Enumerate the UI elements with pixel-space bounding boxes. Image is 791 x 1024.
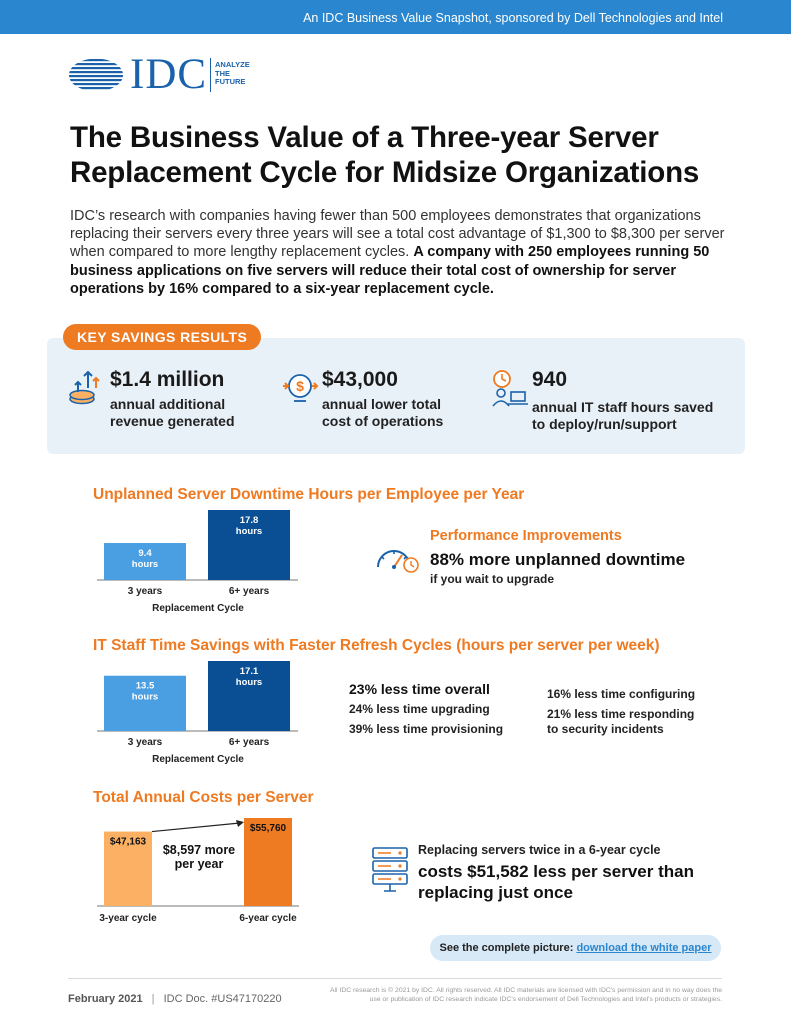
bar-unit-label: hours <box>131 559 159 571</box>
footer-divider <box>68 978 722 979</box>
stat-overall: 23% less time overall <box>349 681 490 697</box>
stat-responding: 21% less time responding <box>547 707 695 721</box>
staff-title: IT Staff Time Savings with Faster Refresh Cycles (hours per server per week) <box>93 637 660 654</box>
footer-date: February 2021 <box>68 993 143 1005</box>
speedometer-icon <box>374 541 420 573</box>
tick-label: 6+ years <box>228 586 270 597</box>
intro-highlight: A company with 250 employees running 50 business applications on five servers will reduce their total cost of ownership for server operations by 16% compared to a six-year replacement cycle. <box>70 244 710 297</box>
replacement-headline: costs $51,582 less per server than replacing just once <box>418 862 694 902</box>
bar-value-label: 13.5 <box>135 680 155 692</box>
white-paper-cta <box>430 935 721 961</box>
svg-text:$: $ <box>296 378 304 394</box>
key-savings-label: KEY SAVINGS RESULTS <box>63 324 261 350</box>
staff-chart <box>93 659 303 789</box>
logo-wordmark: IDC <box>130 51 208 98</box>
costs-title: Total Annual Costs per Server <box>93 789 314 806</box>
tick-label: 6+ years <box>228 737 270 748</box>
downtime-chart-svg <box>93 508 303 618</box>
difference-arrow-line <box>152 823 240 832</box>
x-axis-title: Replacement Cycle <box>152 754 244 765</box>
download-white-paper-link[interactable]: download the white paper <box>576 942 712 954</box>
cost-difference: $8,597 more per year <box>162 843 236 871</box>
bar-value-label: $47,163 <box>109 836 147 848</box>
performance-title: Performance Improvements <box>430 528 622 544</box>
bar-value-label: 9.4 <box>138 548 152 560</box>
bar-value-label: 17.1 <box>239 666 259 677</box>
kpi-cost-value: $43,000 <box>322 368 398 391</box>
performance-headline: 88% more unplanned downtime <box>430 550 686 569</box>
server-stack-icon <box>371 846 409 894</box>
footer-doc-number: IDC Doc. #US47170220 <box>163 993 282 1005</box>
replacement-note: Replacing servers twice in a 6-year cycle <box>418 843 661 857</box>
footer-legal: All IDC research is © 2021 by IDC. All rights reserved. All IDC materials are licensed with IDC's permission and in no way does the use or publication of IDC research indicate IDC's endorsement of Dell Technologies and Intel's products or strategies. <box>330 987 722 1003</box>
intro-paragraph <box>70 207 730 298</box>
tick-label: 3 years <box>127 586 163 597</box>
kpi-staff-desc: annual IT staff hours saved to deploy/run/support <box>532 399 714 432</box>
bar-unit-label: hours <box>235 677 263 688</box>
stat-upgrading: 24% less time upgrading <box>349 702 490 716</box>
footer-separator: | <box>151 993 155 1005</box>
tick-label: 3 years <box>127 737 163 748</box>
page-title: The Business Value of a Three-year Server Replacement Cycle for Midsize Organizations <box>70 121 700 189</box>
bar-unit-label: hours <box>235 526 263 537</box>
staff-time-icon <box>490 368 530 408</box>
x-axis-title: Replacement Cycle <box>152 603 244 614</box>
sponsor-banner: An IDC Business Value Snapshot, sponsored by Dell Technologies and Intel <box>0 0 791 34</box>
costs-chart <box>93 811 303 931</box>
performance-subtext: if you wait to upgrade <box>430 572 555 586</box>
footer-info <box>68 993 282 1005</box>
tick-label: 6-year cycle <box>239 913 297 924</box>
tick-label: 3-year cycle <box>99 913 157 924</box>
cost-reduction-icon <box>280 368 320 408</box>
logo-divider <box>210 58 211 92</box>
idc-logo <box>68 51 268 98</box>
revenue-growth-icon <box>68 368 108 408</box>
bar-value-label: 17.8 <box>239 515 259 526</box>
difference-arrow-head <box>236 820 244 827</box>
logo-tagline: ANALYZE THE FUTURE <box>215 60 250 86</box>
bar-value-label: $55,760 <box>249 823 287 834</box>
cta-prefix: See the complete picture: <box>439 942 574 954</box>
globe-icon <box>68 58 124 92</box>
stat-configuring: 16% less time configuring <box>547 687 696 701</box>
bar-unit-label: hours <box>131 691 159 703</box>
staff-chart-svg <box>93 659 303 769</box>
downtime-chart <box>93 508 303 638</box>
kpi-staff-value: 940 <box>532 368 568 391</box>
stat-provisioning: 39% less time provisioning <box>349 722 504 736</box>
kpi-revenue-desc: annual additional revenue generated <box>110 396 235 429</box>
stat-security: to security incidents <box>547 722 664 736</box>
intro-text: IDC’s research with companies having fewer than 500 employees demonstrates that organizations replacing their servers every three years will see a total cost advantage of $1,300 to $8,300 per server when compared to more lengthy replacement cycles. <box>70 208 725 261</box>
kpi-cost-desc: annual lower total cost of operations <box>322 396 444 429</box>
downtime-title: Unplanned Server Downtime Hours per Employee per Year <box>93 486 525 503</box>
kpi-revenue-value: $1.4 million <box>110 368 225 391</box>
